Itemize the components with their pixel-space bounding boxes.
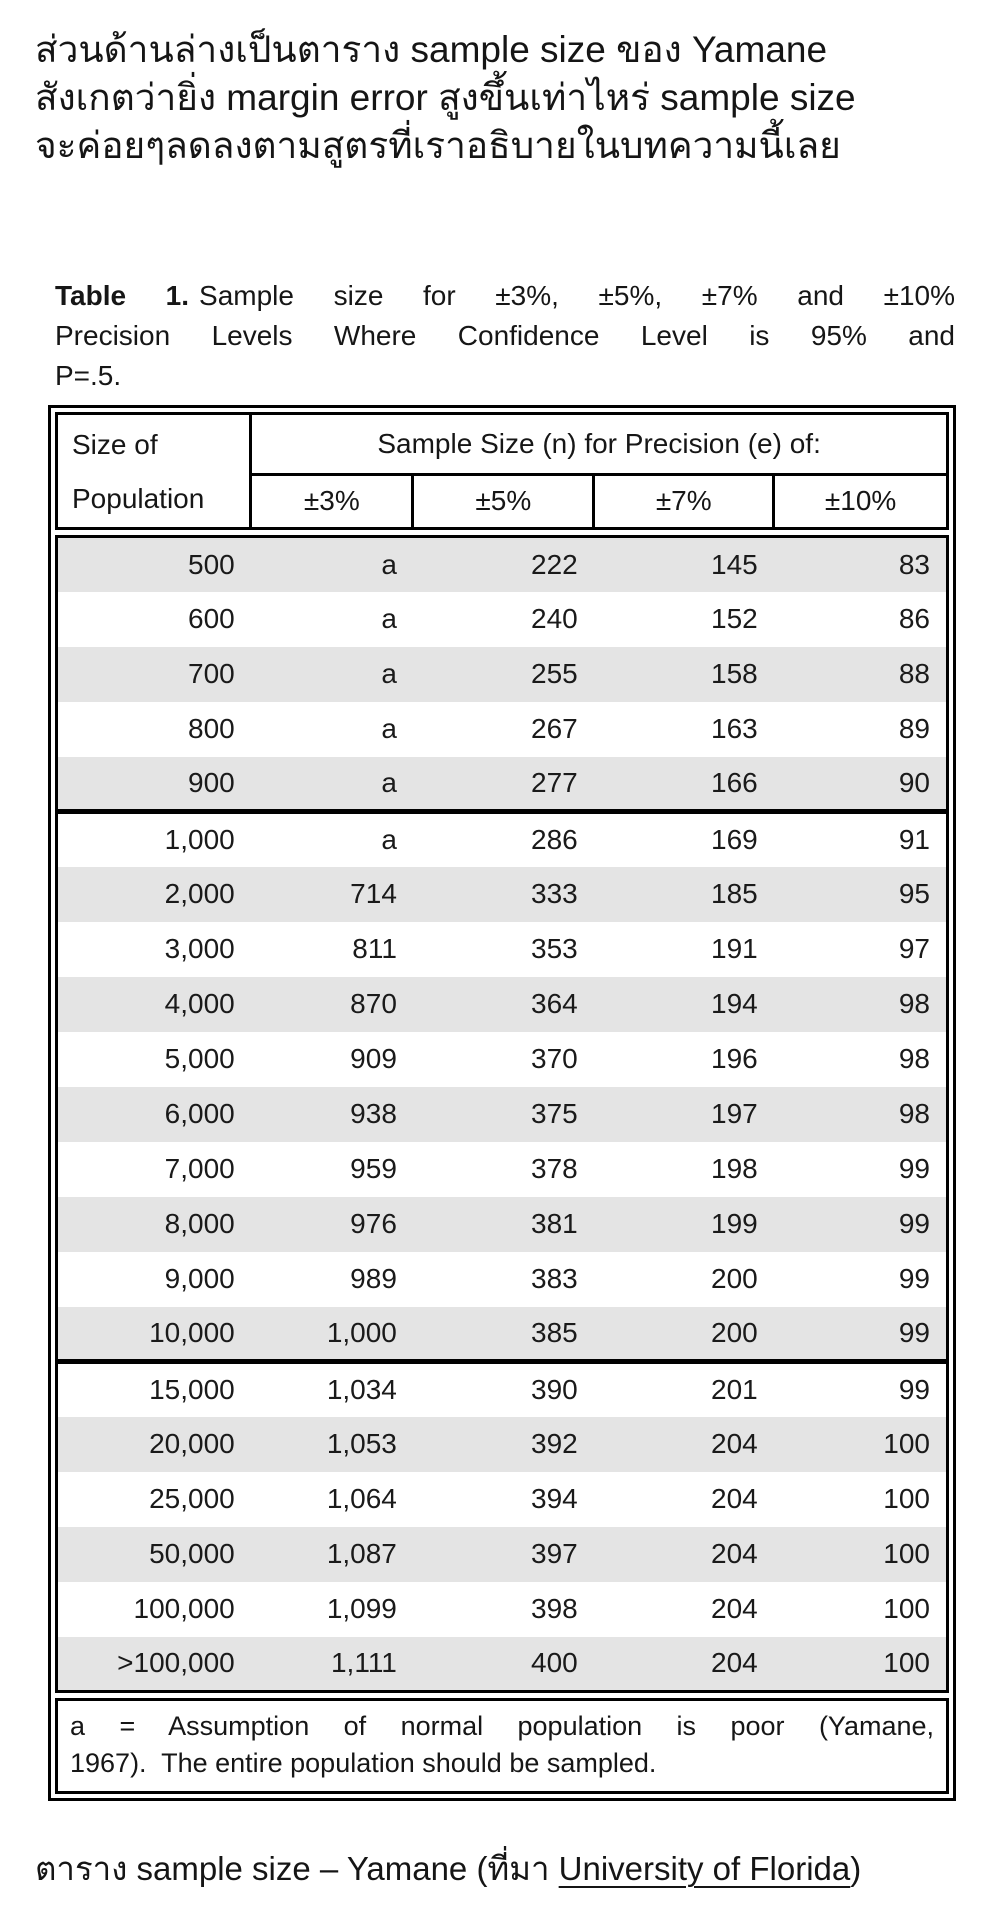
precision-header-7pct: ±7% [594,474,774,528]
sample-size-cell: 199 [711,1208,758,1239]
table-row [57,1417,948,1472]
sample-size-cell: 714 [350,878,397,909]
sample-size-cell: 811 [352,933,397,964]
bottom-caption [35,1842,985,1895]
table-row [57,1307,948,1362]
table-row [57,1362,948,1417]
row-group [57,1362,948,1692]
sample-size-cell: 158 [711,658,758,689]
footnote-line-2: 1967). The entire population should be sampled. [70,1748,657,1778]
sample-size-cell: a [381,658,397,689]
sample-size-cell: a [381,548,397,580]
table-row [57,1087,948,1142]
sample-size-cell: 100 [883,1538,930,1569]
population-cell: 50,000 [149,1538,235,1569]
sample-size-cell: a [381,824,397,856]
table-row [57,977,948,1032]
table-caption-line-3: P=.5. [55,360,122,391]
sample-size-cell: 378 [531,1153,578,1184]
table-header [55,412,949,530]
population-cell: 9,000 [164,1263,235,1294]
sample-size-cell: 267 [531,713,578,744]
population-cell: 6,000 [164,1098,235,1129]
sample-size-cell: 200 [711,1316,758,1348]
sample-size-cell: 197 [711,1098,758,1129]
sample-size-cell: 353 [531,933,578,964]
sample-size-cell: a [381,713,397,744]
table-row [57,1142,948,1197]
sample-size-cell: 240 [531,603,578,634]
sample-size-cell: 100 [883,1483,930,1514]
sample-size-cell: 194 [711,988,758,1019]
population-cell: 4,000 [164,988,235,1019]
sample-size-cell: 989 [350,1263,397,1294]
sample-size-cell: 201 [711,1374,758,1406]
sample-size-cell: 364 [531,988,578,1019]
precision-header-3pct: ±3% [303,485,360,517]
population-header-line-2: Population [72,483,205,514]
population-cell: 20,000 [149,1428,235,1459]
sample-size-cell: 100 [883,1647,930,1679]
table-row [57,812,948,867]
table-row [57,1197,948,1252]
sample-size-cell: 185 [711,878,758,909]
sample-size-cell: a [381,766,397,798]
sample-size-cell: 222 [531,548,578,580]
population-cell: 7,000 [164,1153,235,1184]
population-cell: 100,000 [133,1593,235,1624]
sample-size-table [48,405,956,1801]
sample-size-cell: 100 [883,1593,930,1624]
population-cell: 15,000 [149,1374,235,1406]
population-header-cell [57,414,251,529]
table-caption-text: Sample size for ±3%, ±5%, ±7% and ±10% [199,280,955,311]
sample-size-cell: 88 [898,658,930,689]
sample-size-cell: 204 [711,1647,758,1679]
sample-size-cell: 100 [883,1428,930,1459]
sample-size-cell: 381 [531,1208,578,1239]
sample-size-cell: 375 [531,1098,578,1129]
precision-header-10pct: ±10% [774,474,948,528]
sample-size-cell: 1,064 [326,1483,397,1514]
population-cell: 900 [188,766,235,798]
population-cell: 600 [188,603,235,634]
sample-size-cell: 333 [531,878,578,909]
sample-size-cell: 394 [531,1483,578,1514]
sample-size-cell: 99 [898,1374,930,1406]
table-row [57,647,948,702]
population-cell: 10,000 [149,1316,235,1348]
table-row [57,867,948,922]
sample-size-cell: 204 [711,1428,758,1459]
sample-size-cell: 90 [898,766,930,798]
sample-size-cell: 397 [531,1538,578,1569]
sample-size-cell: 1,111 [330,1647,397,1679]
sample-size-cell: 277 [531,766,578,798]
sample-size-cell: 392 [531,1428,578,1459]
source-link[interactable]: University of Florida [558,1850,851,1887]
sample-size-cell: 959 [350,1153,397,1184]
sample-size-cell: 286 [531,824,578,856]
sample-size-cell: 385 [531,1316,578,1348]
table-caption-line-2: Precision Levels Where Confidence Level is 95% and [55,320,955,351]
table-footnote [55,1698,949,1794]
row-group [57,812,948,1362]
sample-size-cell: 145 [711,548,758,580]
sample-size-table-body [55,535,949,1693]
sample-size-cell: 390 [531,1374,578,1406]
precision-span-header: Sample Size (n) for Precision (e) of: [251,414,948,475]
population-cell: 3,000 [164,933,235,964]
sample-size-cell: 1,053 [326,1428,397,1459]
population-header-line-1: Size of [72,429,158,460]
sample-size-cell: 98 [898,1098,930,1129]
table-row [57,537,948,592]
sample-size-cell: 204 [711,1483,758,1514]
sample-size-cell: 204 [711,1538,758,1569]
sample-size-cell: 200 [711,1263,758,1294]
table-caption [55,276,955,396]
sample-size-cell: 870 [350,988,397,1019]
sample-size-cell: 1,087 [326,1538,397,1569]
row-group [57,537,948,812]
sample-size-cell: 1,099 [326,1593,397,1624]
sample-size-cell: 1,034 [326,1374,397,1406]
sample-size-cell: 191 [711,933,758,964]
intro-line-1: ส่วนด้านล่างเป็นตาราง sample size ของ Yamane [35,29,828,70]
sample-size-cell: 86 [898,603,930,634]
sample-size-cell: 370 [531,1043,578,1074]
sample-size-cell: 99 [898,1208,930,1239]
population-cell: >100,000 [117,1647,235,1679]
sample-size-cell: 169 [711,824,758,856]
precision-header-5pct: ±5% [413,474,594,528]
footnote-line-1: a = Assumption of normal population is poor (Yamane, [70,1711,934,1741]
sample-size-cell: 909 [350,1043,397,1074]
table-row [57,1637,948,1692]
sample-size-cell: 1,000 [326,1316,397,1348]
sample-size-cell: 383 [531,1263,578,1294]
sample-size-cell: 83 [898,548,930,580]
bottom-caption-prefix: ตาราง sample size – Yamane (ที่มา [35,1850,559,1887]
sample-size-cell: 99 [898,1153,930,1184]
population-cell: 1,000 [164,824,235,856]
sample-size-cell: 398 [531,1593,578,1624]
sample-size-cell: 91 [898,824,930,856]
population-cell: 500 [188,548,235,580]
table-row [57,1252,948,1307]
sample-size-cell: a [381,603,397,634]
bottom-caption-suffix: ) [850,1850,862,1887]
sample-size-cell: 196 [711,1043,758,1074]
intro-paragraph [35,26,985,170]
sample-size-cell: 98 [898,988,930,1019]
table-row [57,1472,948,1527]
sample-size-cell: 99 [898,1316,930,1348]
sample-size-cell: 163 [711,713,758,744]
sample-size-cell: 89 [898,713,930,744]
table-row [57,592,948,647]
intro-line-2: สังเกตว่ายิ่ง margin error สูงขึ้นเท่าไหร่ sample size [35,77,856,118]
sample-size-cell: 98 [898,1043,930,1074]
table-row [57,1032,948,1087]
table-row [57,757,948,812]
sample-size-cell: 166 [711,766,758,798]
table-row [57,702,948,757]
population-cell: 8,000 [164,1208,235,1239]
intro-line-3: จะค่อยๆลดลงตามสูตรที่เราอธิบายในบทความนี้เลย [35,125,841,166]
table-caption-line-1 [55,276,955,316]
table-row [57,1582,948,1637]
population-cell: 25,000 [149,1483,235,1514]
sample-size-cell: 400 [531,1647,578,1679]
sample-size-cell: 976 [350,1208,397,1239]
population-cell: 800 [188,713,235,744]
table-caption-number: Table 1. [55,280,190,311]
sample-size-cell: 204 [711,1593,758,1624]
population-cell: 700 [188,658,235,689]
sample-size-cell: 99 [898,1263,930,1294]
table-row [57,1527,948,1582]
sample-size-cell: 255 [531,658,578,689]
population-cell: 5,000 [164,1043,235,1074]
sample-size-cell: 97 [898,933,930,964]
sample-size-cell: 152 [711,603,758,634]
sample-size-cell: 198 [711,1153,758,1184]
sample-size-cell: 95 [898,878,930,909]
table-row [57,922,948,977]
sample-size-cell: 938 [350,1098,397,1129]
population-cell: 2,000 [164,878,235,909]
